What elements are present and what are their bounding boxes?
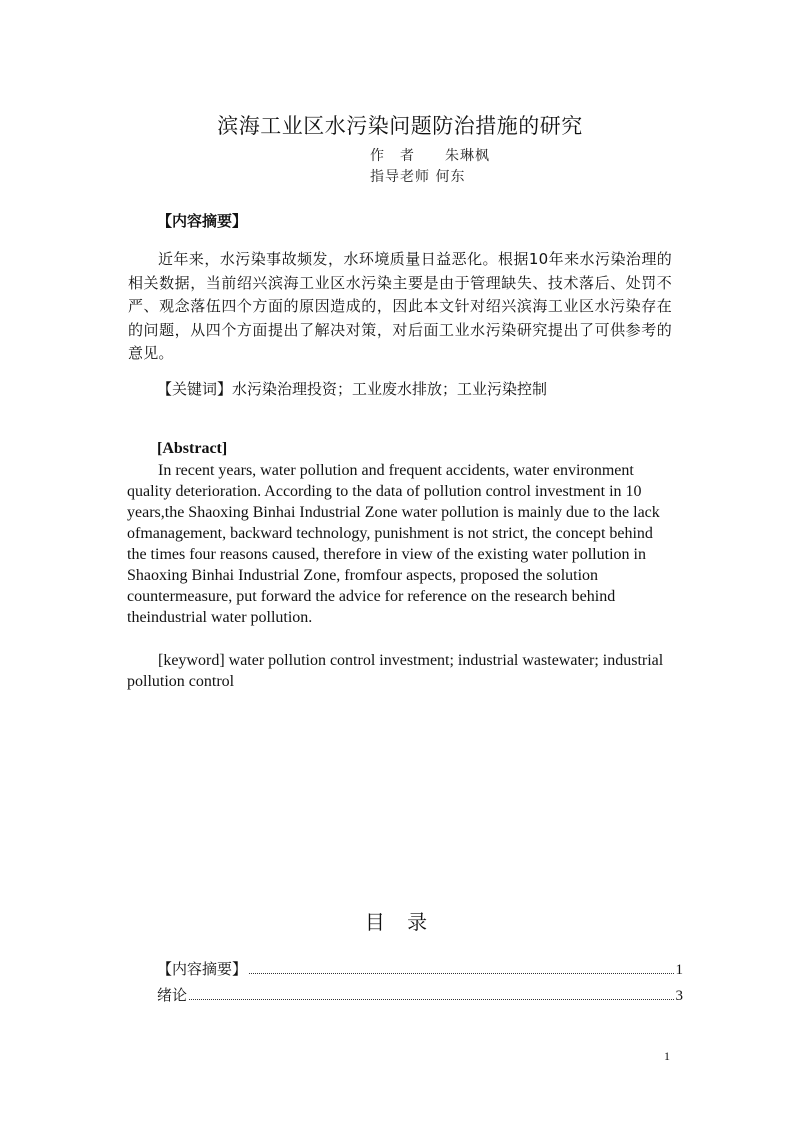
advisor-name: 何东 (435, 169, 466, 185)
toc-entry-label: 【内容摘要】 (157, 960, 248, 978)
author-name: 朱琳枫 (445, 148, 490, 164)
keywords-en: [keyword] water pollution control investment; industrial wastewater; industrial pollution control (127, 652, 664, 690)
toc-entry-page: 3 (675, 988, 683, 1004)
toc-leader-dots (249, 961, 673, 974)
author-label: 作 者 (370, 148, 415, 164)
abstract-en-first-line: In recent years, water pollution and frequent accidents, water environment (158, 462, 634, 479)
advisor-label: 指导老师 (370, 169, 430, 185)
abstract-en-heading: [Abstract] (157, 440, 228, 457)
keywords-cn: 【关键词】水污染治理投资；工业废水排放；工业污染控制 (157, 380, 548, 398)
toc-entry-page: 1 (675, 962, 683, 978)
abstract-cn-body: 近年来，水污染事故频发，水环境质量日益恶化。根据10年来水污染治理的相关数据，当前绍兴滨海工业区水污染主要是由于管理缺失、技术落后、处罚不严、观念落伍四个方面的原因造成的，因此本文针对绍兴滨海工业区水污染存在的问题，从四个方面提出了解决对策，对后面工业水污染研究提出了可供参考的意见。 (128, 250, 672, 362)
page-number: 1 (664, 1049, 670, 1063)
document-title: 滨海工业区水污染问题防治措施的研究 (217, 114, 583, 138)
toc-leader-dots (189, 987, 673, 1000)
abstract-en-rest: quality deterioration. According to the data of pollution control investment in 10 years,the Shaoxing Binhai Industrial Zone water pollution is mainly due to the lack ofmanagement, backward technology, punishment is not strict, the concept behind the times four reasons caused, therefore in view of the existing water pollution in Shaoxing Binhai Industrial Zone, fromfour aspects, proposed the solution countermeasure, put forward the advice for reference on the research behind theindustrial water pollution. (127, 483, 660, 626)
author-line (370, 145, 490, 165)
toc-entry[interactable] (157, 984, 683, 1006)
abstract-en-body (127, 460, 672, 628)
abstract-cn-heading: 【内容摘要】 (157, 212, 248, 230)
toc-entry-label: 绪论 (157, 986, 188, 1004)
advisor-line (370, 166, 465, 186)
toc-title: 目 录 (364, 910, 436, 934)
toc-entry[interactable] (157, 958, 683, 980)
